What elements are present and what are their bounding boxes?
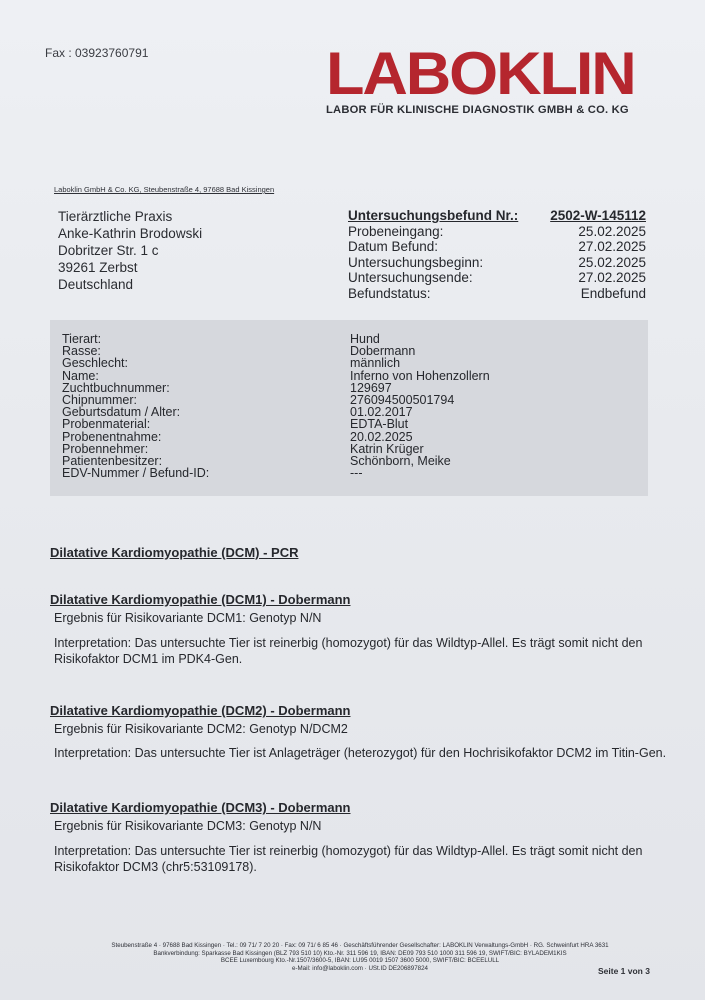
patient-label: Name: xyxy=(62,368,99,383)
info-row xyxy=(348,239,646,255)
patient-info xyxy=(62,333,490,479)
info-label: Untersuchungsende: xyxy=(348,270,473,286)
info-row xyxy=(348,270,646,286)
patient-value: Katrin Krüger xyxy=(350,441,424,456)
patient-value: Inferno von Hohenzollern xyxy=(350,368,490,383)
section-interpretation: Interpretation: Das untersuchte Tier ist Anlageträger (heterozygot) für den Hochrisikofaktor DCM2 im Titin-Gen. xyxy=(54,746,667,760)
patient-row xyxy=(62,333,490,345)
main-section-title: Dilatative Kardiomyopathie (DCM) - PCR xyxy=(50,545,299,560)
section-title: Dilatative Kardiomyopathie (DCM1) - Dobermann xyxy=(50,592,351,607)
report-info xyxy=(348,208,646,302)
patient-value: 276094500501794 xyxy=(350,393,455,408)
sender-address-line: Laboklin GmbH & Co. KG, Steubenstraße 4, 97688 Bad Kissingen xyxy=(54,185,275,194)
patient-label: Probenentnahme: xyxy=(62,429,162,444)
dcm2-section xyxy=(50,703,666,762)
patient-value: Hund xyxy=(350,332,380,346)
dcm3-section xyxy=(50,800,642,875)
logo-subtitle: LABOR FÜR KLINISCHE DIAGNOSTIK GMBH & CO. KG xyxy=(326,104,629,116)
section-result: Ergebnis für Risikovariante DCM1: Genotyp N/N xyxy=(54,610,322,625)
report-number-value: 2502-W-145112 xyxy=(550,208,646,223)
patient-label: EDV-Nummer / Befund-ID: xyxy=(62,466,210,481)
logo-wordmark: LABOKLIN xyxy=(326,40,635,107)
patient-row xyxy=(62,357,490,369)
patient-value: --- xyxy=(350,466,363,481)
recipient-line: 39261 Zerbst xyxy=(58,260,138,275)
patient-value: 01.02.2017 xyxy=(350,405,413,420)
patient-label: Chipnummer: xyxy=(62,393,138,408)
info-value: 27.02.2025 xyxy=(578,239,646,255)
info-row xyxy=(348,255,646,271)
info-label: Probeneingang: xyxy=(348,223,444,239)
patient-value: männlich xyxy=(350,356,401,371)
footer-line: e-Mail: info@laboklin.com · USt.ID DE206897824 xyxy=(292,964,428,972)
report-number-row xyxy=(348,208,646,224)
recipient-line: Anke-Kathrin Brodowski xyxy=(58,226,203,241)
page-number: Seite 1 von 3 xyxy=(598,966,650,976)
page-footer xyxy=(60,942,660,972)
laboklin-logo xyxy=(326,40,635,116)
info-value: 25.02.2025 xyxy=(578,254,646,270)
patient-label: Rasse: xyxy=(62,344,101,359)
patient-row xyxy=(62,467,490,479)
patient-value: EDTA-Blut xyxy=(350,417,409,432)
patient-label: Patientenbesitzer: xyxy=(62,454,163,469)
section-result: Ergebnis für Risikovariante DCM3: Genotyp N/N xyxy=(54,818,322,833)
patient-value: Dobermann xyxy=(350,344,416,359)
section-interpretation: Interpretation: Das untersuchte Tier ist reinerbig (homozygot) für das Wildtyp-Allel. Es trägt somit nicht den xyxy=(54,636,643,650)
section-title: Dilatative Kardiomyopathie (DCM3) - Dobermann xyxy=(50,800,351,815)
report-number-label: Untersuchungsbefund Nr.: xyxy=(348,208,519,223)
footer-line: BCEE Luxembourg Kto.-Nr.1507/3600-5, IBAN: LU95 0019 1507 3600 5000, SWIFT/BIC: BCEELULL xyxy=(220,957,500,965)
footer-line: Steubenstraße 4 · 97688 Bad Kissingen · Tel.: 09 71/ 7 20 20 · Fax: 09 71/ 6 85 46 · Geschäftsführender Gesellschafter: LABOKLIN Verwaltungs-GmbH · RG. Schweinfurt HRA 3631 xyxy=(111,942,609,949)
section-interpretation: Interpretation: Das untersuchte Tier ist reinerbig (homozygot) für das Wildtyp-Allel. Es trägt somit nicht den xyxy=(54,844,643,858)
info-label: Untersuchungsbeginn: xyxy=(348,254,484,270)
recipient-line: Tierärztliche Praxis xyxy=(58,209,173,224)
patient-value: 129697 xyxy=(350,380,392,395)
recipient-line: Dobritzer Str. 1 c xyxy=(58,243,159,258)
info-label: Datum Befund: xyxy=(348,239,439,255)
patient-label: Zuchtbuchnummer: xyxy=(62,380,170,395)
section-result: Ergebnis für Risikovariante DCM2: Genotyp N/DCM2 xyxy=(54,721,348,736)
section-interpretation-cont: Risikofaktor DCM1 im PDK4-Gen. xyxy=(54,651,243,666)
patient-label: Geburtsdatum / Alter: xyxy=(62,405,181,420)
patient-value: Schönborn, Meike xyxy=(350,454,451,469)
recipient-line: Deutschland xyxy=(58,277,134,292)
info-value: 25.02.2025 xyxy=(578,223,646,239)
patient-row xyxy=(62,431,490,443)
footer-line: Bankverbindung: Sparkasse Bad Kissingen (BLZ 793 510 10) Kto.-Nr. 311 596 19, IBAN: DE09 793 510 1000 311 596 19, SWIFT/BIC: BYLADEM1KIS xyxy=(153,949,567,957)
patient-label: Geschlecht: xyxy=(62,356,129,371)
section-interpretation-cont: Risikofaktor DCM3 (chr5:53109178). xyxy=(54,859,257,874)
patient-row xyxy=(62,418,490,430)
patient-label: Probenmaterial: xyxy=(62,417,151,432)
section-title: Dilatative Kardiomyopathie (DCM2) - Dobermann xyxy=(50,703,351,718)
fax-number: Fax : 03923760791 xyxy=(45,46,149,60)
patient-row xyxy=(62,370,490,382)
dcm1-section xyxy=(50,592,642,667)
info-row xyxy=(348,286,646,302)
info-row xyxy=(348,224,646,240)
patient-value: 20.02.2025 xyxy=(350,429,413,444)
info-value: 27.02.2025 xyxy=(578,270,646,286)
patient-label: Tierart: xyxy=(62,332,102,346)
recipient-address xyxy=(58,208,202,293)
patient-label: Probennehmer: xyxy=(62,441,149,456)
info-value: Endbefund xyxy=(580,285,646,301)
info-label: Befundstatus: xyxy=(348,285,431,301)
